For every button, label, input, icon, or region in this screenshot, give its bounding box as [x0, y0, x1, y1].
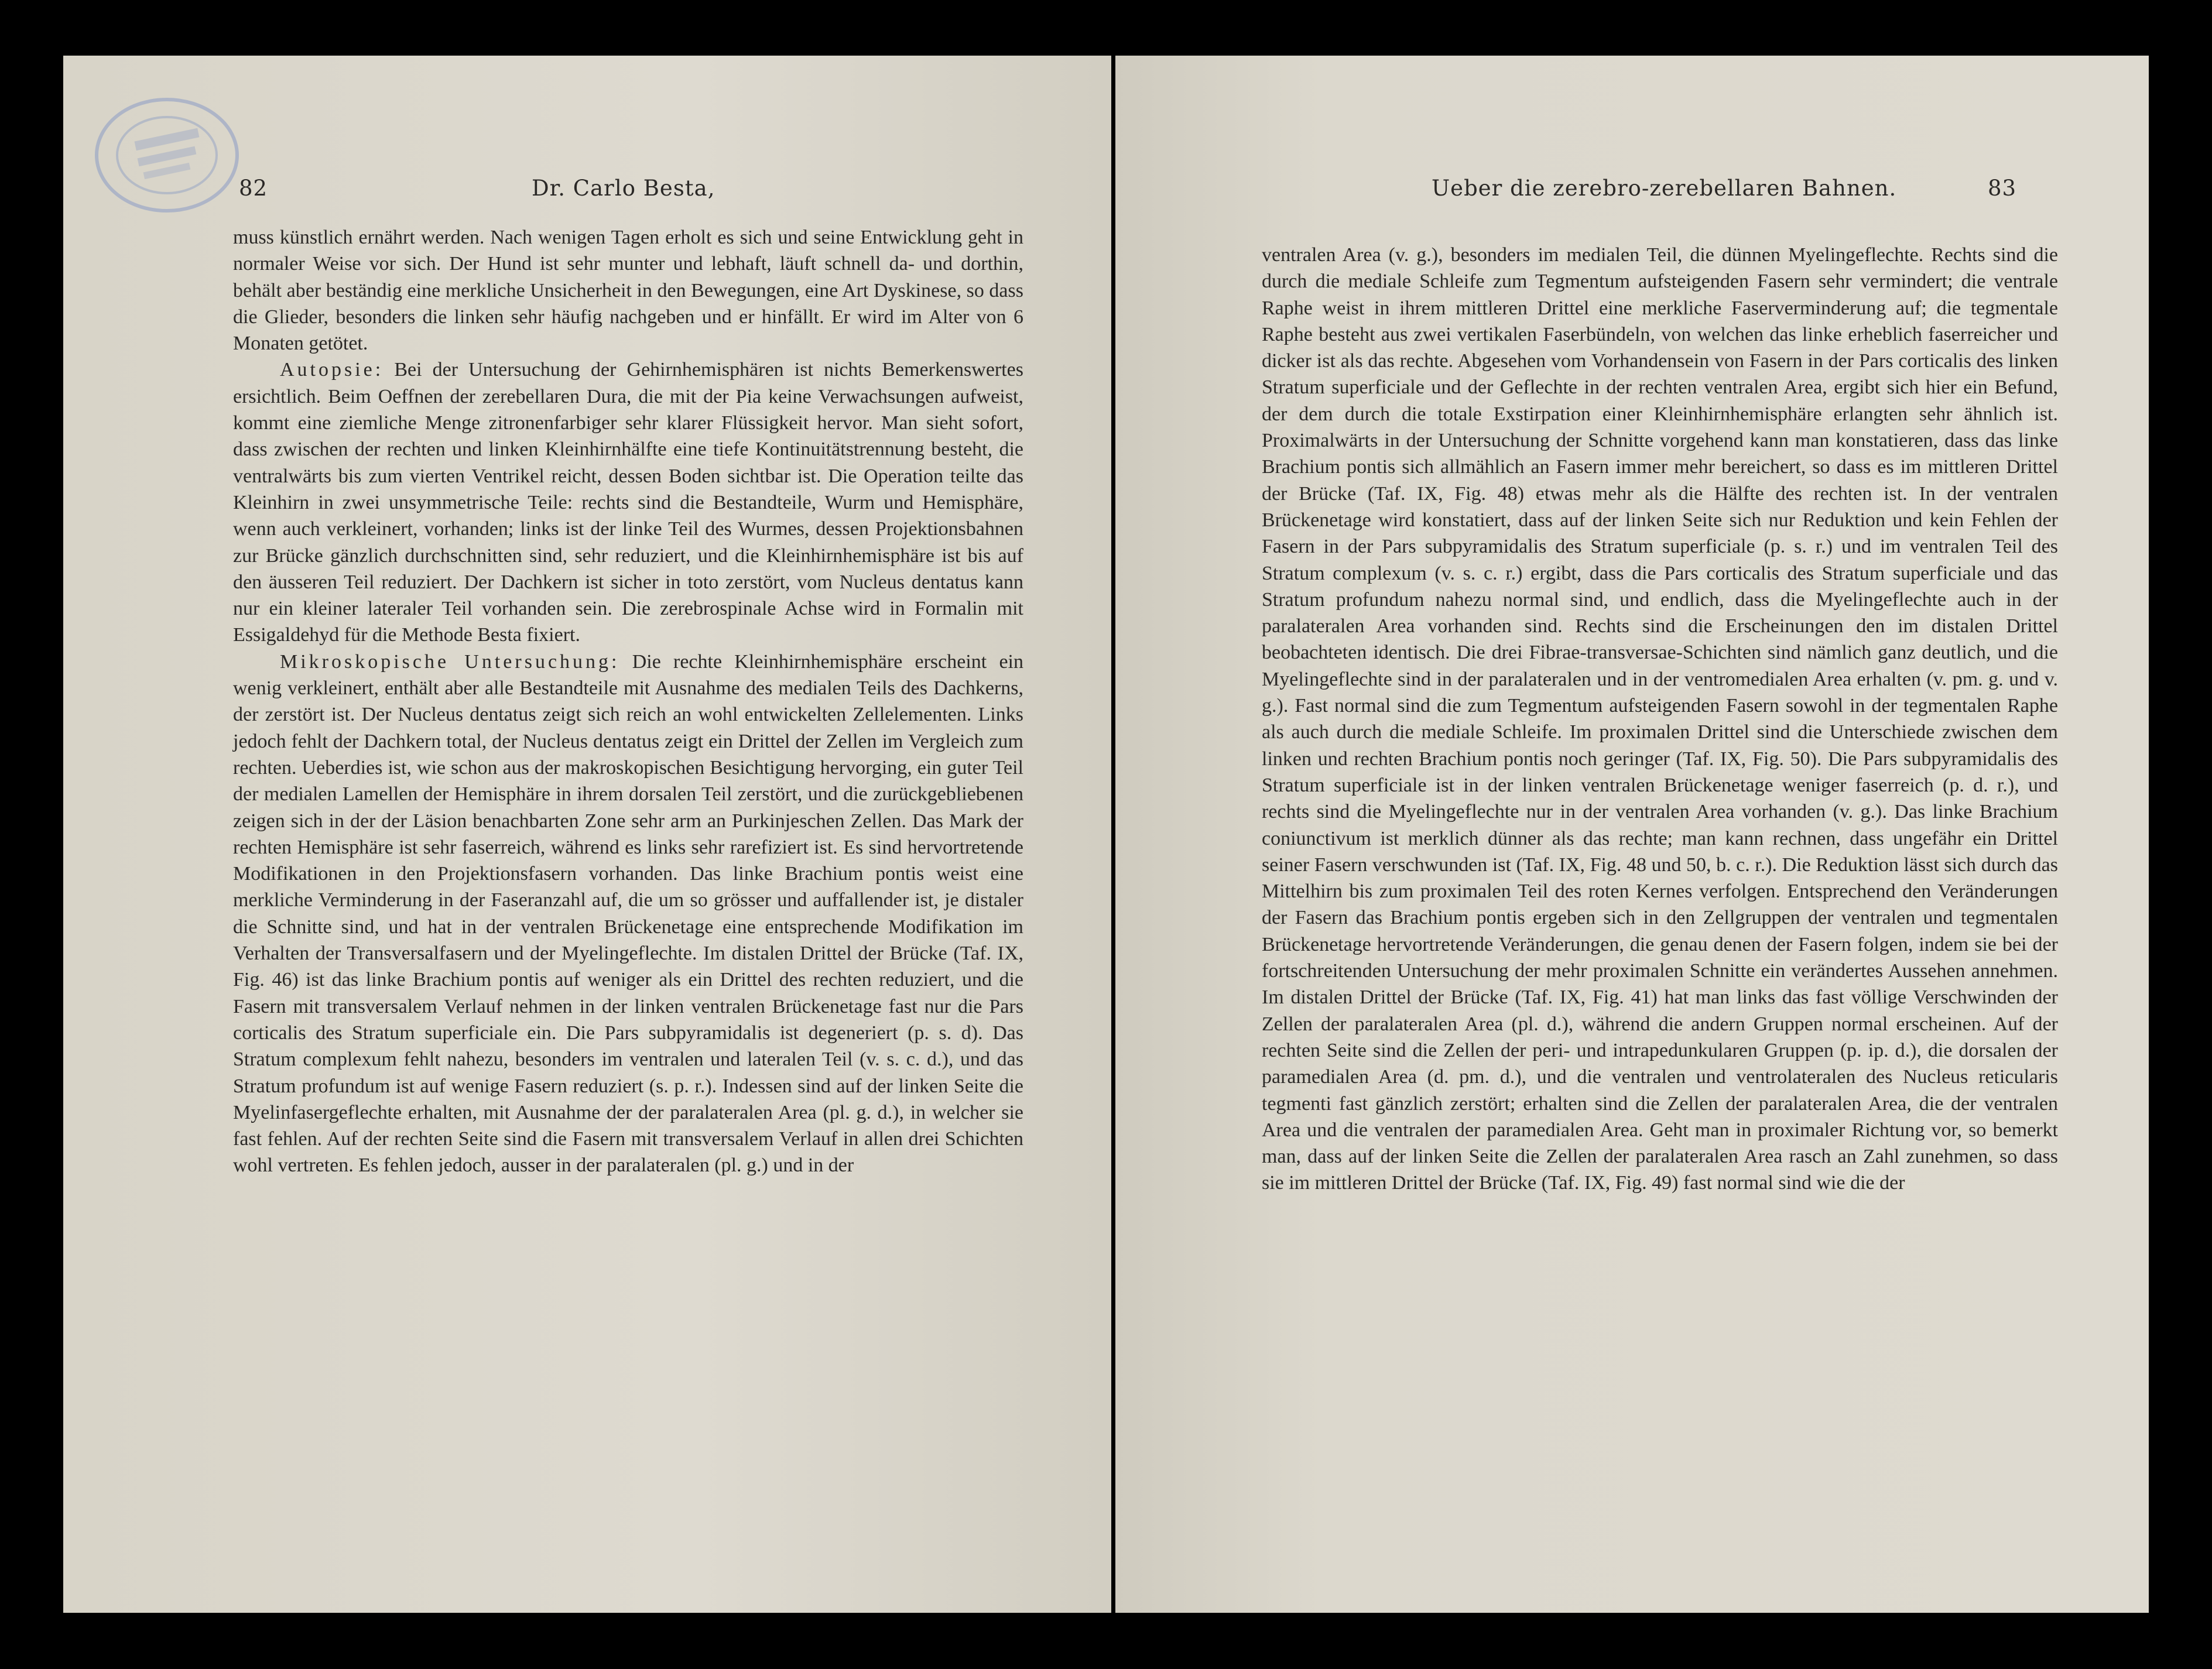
paragraph-text: muss künstlich ernährt werden. Nach wenigen Tagen erholt es sich und seine Entwicklung geht in normaler Weise vor sich. Der Hund ist sehr munter und lebhaft, läuft schnell da- und dorthin, behält aber beständig eine merkliche Unsicherheit in den Bewegungen, eine Art Dyskinese, so dass die Glieder, besonders die linken sehr häufig nachgeben und er hinfällt. Er wird im Alter von 6 Monaten getötet. — [233, 227, 1023, 355]
running-head: Ueber die zerebro-zerebellaren Bahnen. — [1432, 176, 1897, 201]
paragraph — [1262, 242, 2058, 1197]
paragraph-text: Die rechte Kleinhirnhemisphäre erscheint ein wenig verkleinert, enthält aber alle Bestandteile mit Ausnahme des medialen Teils des Dachkerns, der zerstört ist. Der Nucleus dentatus zeigt sich reich an wohl entwickelten Zellelementen. Links jedoch fehlt der Dachkern total, der Nucleus dentatus zeigt ein Drittel der Zellen im Vergleich zum rechten. Ueberdies ist, wie schon aus der makroskopischen Besichtigung hervorging, ein guter Teil der medialen Lamellen der Hemisphäre in ihrem dorsalen Teil zerstört, und die zurückgebliebenen zeigen sich in der der Läsion benachbarten Zone sehr arm an Purkinjeschen Zellen. Das Mark der rechten Hemisphäre ist sehr faserreich, während es links sehr rarefiziert ist. Es sind hervortretende Modifikationen in den Projektionsfasern vorhanden. Das linke Brachium pontis weist eine merkliche Verminderung in der Faseranzahl auf, die um so grösser und auffallender ist, je distaler die Schnitte sind, und hat in der ventralen Brückenetage eine entsprechende Modifikation im Verhalten der Transversalfasern und der Myelingeflechte. Im distalen Drittel der Brücke (Taf. IX, Fig. 46) ist das linke Brachium pontis auf weniger als ein Drittel des rechten reduziert, und die Fasern mit transversalem Verlauf nehmen in der linken ventralen Brückenetage fast nur die Pars corticalis des Stratum superficiale ein. Die Pars subpyramidalis ist degeneriert (p. s. d). Das Stratum complexum fehlt nahezu, besonders im ventralen und lateralen Teil (v. s. c. d.), und das Stratum profundum ist auf wenige Fasern reduziert (s. p. r.). Indessen sind auf der linken Seite die Myelinfasergeflechte erhalten, mit Ausnahme der der paralateralen Area (pl. g. d.), in welcher sie fast fehlen. Auf der rechten Seite sind die Fasern mit transversalem Verlauf in allen drei Schichten wohl vertreten. Es fehlen jedoch, ausser in der paralateralen (pl. g.) und in der — [233, 650, 1023, 1177]
paragraph-text: ventralen Area (v. g.), besonders im medialen Teil, die dünnen Myelingeflechte. Rechts sind die durch die mediale Schleife zum Tegmentum aufsteigenden Fasern sehr vermindert; die ventrale Raphe weist in ihrem mittleren Drittel eine merkliche Faserverminderung auf; die tegmentale Raphe besteht aus zwei vertikalen Faserbündeln, von welchen das linke erheblich faserreicher und dicker ist als das rechte. Abgesehen vom Vorhandensein von Fasern in der Pars corticalis des linken Stratum superficiale und der Geflechte in der rechten ventralen Area, ergibt sich hier ein Befund, der dem durch die totale Exstirpation einer Kleinhirnhemisphäre erlangten sehr ähnlich ist. Proximalwärts in der Untersuchung der Schnitte vorgehend kann man konstatieren, dass das linke Brachium pontis sich allmählich an Fasern immer mehr bereichert, so dass es im mittleren Drittel der Brücke (Taf. IX, Fig. 48) etwas mehr als die Hälfte des rechten ist. In der ventralen Brückenetage wird konstatiert, dass auf der linken Seite sich nur Reduktion und kein Fehlen der Fasern in der Pars subpyramidalis des Stratum superficiale (p. s. r.) und im ventralen Teil des Stratum complexum (v. s. c. r.) ergibt, dass die Pars corticalis des Stratum superficiale und das Stratum profundum nahezu normal sind, und endlich, dass die Myelingeflechte auch in der paralateralen Area vorhanden sind. Rechts sind die Erscheinungen den im distalen Drittel beobachteten identisch. Die drei Fibrae-transversae-Schichten sind nämlich ganz deutlich, und die Myelingeflechte sind in der paralateralen und in der ventromedialen Area erhalten (v. pm. g. und v. g.). Fast normal sind die zum Tegmentum aufsteigenden Fasern sowohl in der tegmentalen Raphe als auch durch die mediale Schleife. Im proximalen Drittel sind die Unterschiede zwischen dem linken und rechten Brachium pontis noch geringer (Taf. IX, Fig. 50). Die Pars subpyramidalis des Stratum superficiale ist in der linken ventralen Brückenetage weniger faserreich (p. d. r.), und rechts sind die Myelingeflechte nur in der ventralen Area vorhanden (v. g.). Das linke Brachium coniunctivum ist merklich dünner als das rechte; man kann rechnen, dass ungefähr ein Drittel seiner Fasern verschwunden ist (Taf. IX, Fig. 48 und 50, b. c. r.). Die Reduktion lässt sich durch das Mittelhirn bis zum proximalen Teil des roten Kernes verfolgen. Entsprechend den Veränderungen der Fasern das Brachium pontis ergeben sich in den Zellgruppen der ventralen und tegmentalen Brückenetage hervortretende Veränderungen, die genau denen der Fasern folgen, indem sie bei der fortschreitenden Untersuchung der mehr proximalen Schnitte ein verändertes Aussehen annehmen. Im distalen Drittel der Brücke (Taf. IX, Fig. 41) hat man links das fast völlige Verschwinden der Zellen der paralateralen Area (pl. d.), während die andern Gruppen normal erscheinen. Auf der rechten Seite sind die Zellen der peri- und intrapedunkularen Gruppen (p. ip. d.), die dorsalen der paramedialen Area (d. pm. d.), und die ventralen und ventrolateralen des Nucleus reticularis tegmenti fast gänzlich zerstört; erhalten sind die Zellen der paralateralen Area, die der ventralen Area und die ventralen der paramedialen Area. Geht man in proximaler Richtung vor, so bemerkt man, dass auf der linken Seite die Zellen der paralateralen Area rasch an Zahl zunehmen, so dass sie im mittleren Drittel der Brücke (Taf. IX, Fig. 49) fast normal sind wie die der — [1262, 244, 2058, 1194]
left-body-text — [233, 224, 1023, 1179]
right-running-header — [1115, 176, 2149, 211]
paragraph — [233, 649, 1023, 1179]
left-page — [63, 56, 1111, 1613]
page-number: 83 — [1988, 176, 2017, 201]
page-number: 82 — [239, 176, 268, 201]
section-lead: Autopsie: — [280, 359, 384, 381]
running-head: Dr. Carlo Besta, — [532, 176, 715, 201]
paragraph — [233, 357, 1023, 648]
paragraph-text: Bei der Untersuchung der Gehirnhemisphären ist nichts Bemerkenswertes ersichtlich. Beim Oeffnen der zerebellaren Dura, die mit der Pia keine Verwachsungen aufweist, kommt eine ziemliche Menge zitronenfarbiger sehr klarer Flüssigkeit hervor. Man sieht sofort, dass zwischen der rechten und linken Kleinhirnhälfte eine tiefe Kontinuitätstrennung besteht, die ventralwärts bis zum vierten Ventrikel reicht, dessen Boden sichtbar ist. Die Operation teilte das Kleinhirn in zwei unsymmetrische Teile: rechts sind die Bestandteile, Wurm und Hemisphäre, wenn auch verkleinert, vorhanden; links ist der linke Teil des Wurmes, dessen Projektionsbahnen zur Brücke gänzlich durchschnitten sind, sehr reduziert, und die Kleinhirnhemisphäre ist bis auf den äusseren Teil reduziert. Der Dachkern ist sicher in toto zerstört, vom Nucleus dentatus kann nur ein kleiner lateraler Teil vorhanden sein. Die zerebrospinale Achse wird in Formalin mit Essigaldehyd für die Methode Besta fixiert. — [233, 359, 1023, 646]
right-page — [1115, 56, 2149, 1613]
section-lead: Mikroskopische Untersuchung: — [280, 650, 620, 673]
paragraph — [233, 224, 1023, 357]
left-running-header — [63, 176, 1111, 211]
right-body-text — [1262, 242, 2058, 1197]
